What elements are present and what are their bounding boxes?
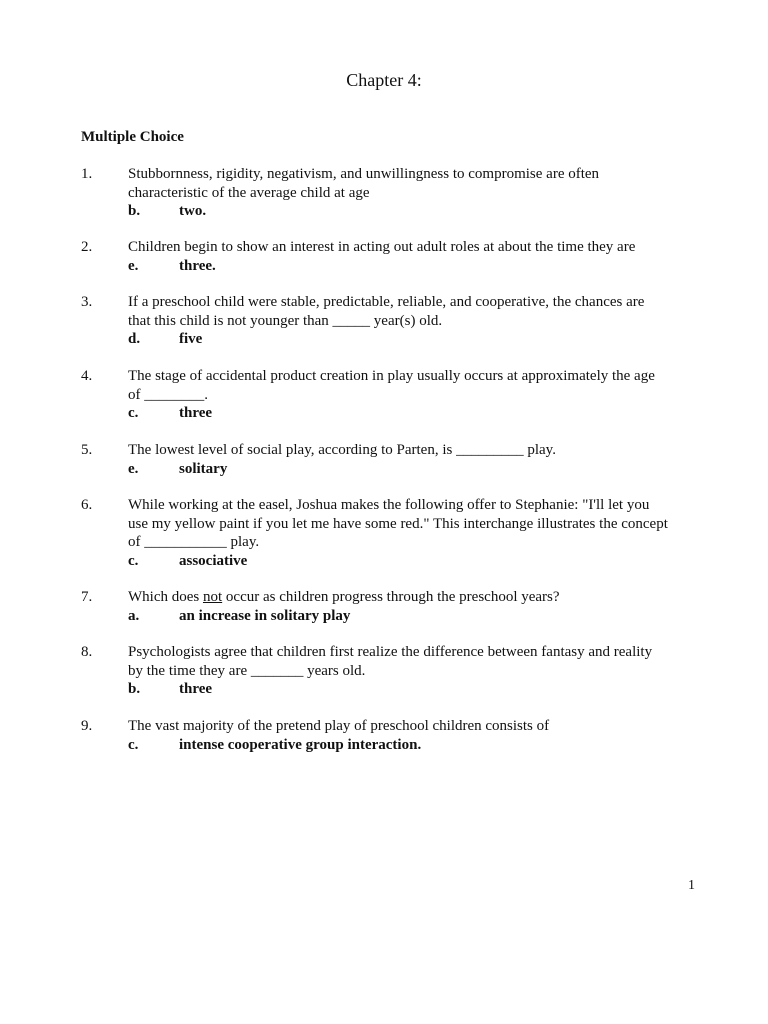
question-text: The stage of accidental product creation in play usually occurs at approximately the age of ________.: [128, 368, 655, 403]
underlined-word: not: [202, 589, 223, 605]
page-number: 1: [688, 878, 695, 893]
question-text: The lowest level of social play, according to Parten, is _________ play.: [128, 442, 556, 458]
answer-text: solitary: [179, 460, 228, 477]
question-1: [81, 165, 681, 221]
question-number: 2.: [81, 239, 93, 255]
question-number: 1.: [81, 166, 93, 182]
question-number: 6.: [81, 497, 93, 513]
answer-letter: c.: [128, 552, 139, 569]
answer: [128, 680, 681, 699]
page-title: Chapter 4:: [346, 70, 422, 90]
answer: [128, 257, 681, 276]
question-7: [81, 588, 681, 625]
answer-text: two.: [179, 203, 207, 219]
answer-text: three: [179, 681, 213, 697]
answer-text: three: [179, 405, 213, 421]
question-3: [81, 293, 681, 349]
answer-letter: c.: [128, 405, 139, 421]
answer-letter: b.: [128, 203, 141, 219]
answer: [128, 736, 681, 755]
answer-letter: a.: [128, 607, 140, 624]
answer-letter: e.: [128, 257, 139, 274]
question-number: 7.: [81, 589, 93, 605]
section-heading: Multiple Choice: [81, 129, 184, 145]
question-4: [81, 367, 681, 423]
question-text: While working at the easel, Joshua makes the following offer to Stephanie: "I'll let you use my yellow paint if you let me have some red." This interchange illustrates the concept of ___________ play.: [128, 497, 668, 550]
answer-text: intense cooperative group interaction.: [179, 736, 422, 753]
answer: [128, 330, 681, 349]
question-9: [81, 717, 681, 754]
question-text: The vast majority of the pretend play of preschool children consists of: [128, 718, 550, 734]
question-6: [81, 496, 681, 570]
answer-letter: c.: [128, 736, 139, 753]
answer: [128, 202, 681, 221]
question-text: Stubbornness, rigidity, negativism, and unwillingness to compromise are often characteristic of the average child at age: [128, 166, 600, 201]
question-text: Psychologists agree that children first realize the difference between fantasy and reality by the time they are _______ years old.: [128, 644, 653, 679]
answer-letter: b.: [128, 681, 141, 697]
question-number: 9.: [81, 718, 93, 734]
answer-text: five: [179, 331, 203, 347]
question-8: [81, 643, 681, 699]
answer-letter: e.: [128, 460, 139, 477]
question-number: 3.: [81, 294, 93, 310]
question-number: 4.: [81, 368, 93, 384]
question-5: [81, 441, 681, 478]
question-text: Children begin to show an interest in acting out adult roles at about the time they are: [128, 239, 636, 255]
answer: [128, 552, 681, 571]
answer: [128, 460, 681, 479]
question-text: If a preschool child were stable, predictable, reliable, and cooperative, the chances are that this child is not younger than _____ year(s) old.: [128, 294, 645, 329]
question-number: 8.: [81, 644, 93, 660]
answer: [128, 607, 681, 626]
answer-text: three.: [179, 257, 216, 274]
question-text: Which does not occur as children progress through the preschool years?: [128, 589, 560, 605]
question-2: [81, 238, 681, 275]
answer-letter: d.: [128, 331, 141, 347]
answer: [128, 404, 681, 423]
question-number: 5.: [81, 442, 93, 458]
answer-text: an increase in solitary play: [179, 607, 351, 624]
answer-text: associative: [179, 552, 248, 569]
